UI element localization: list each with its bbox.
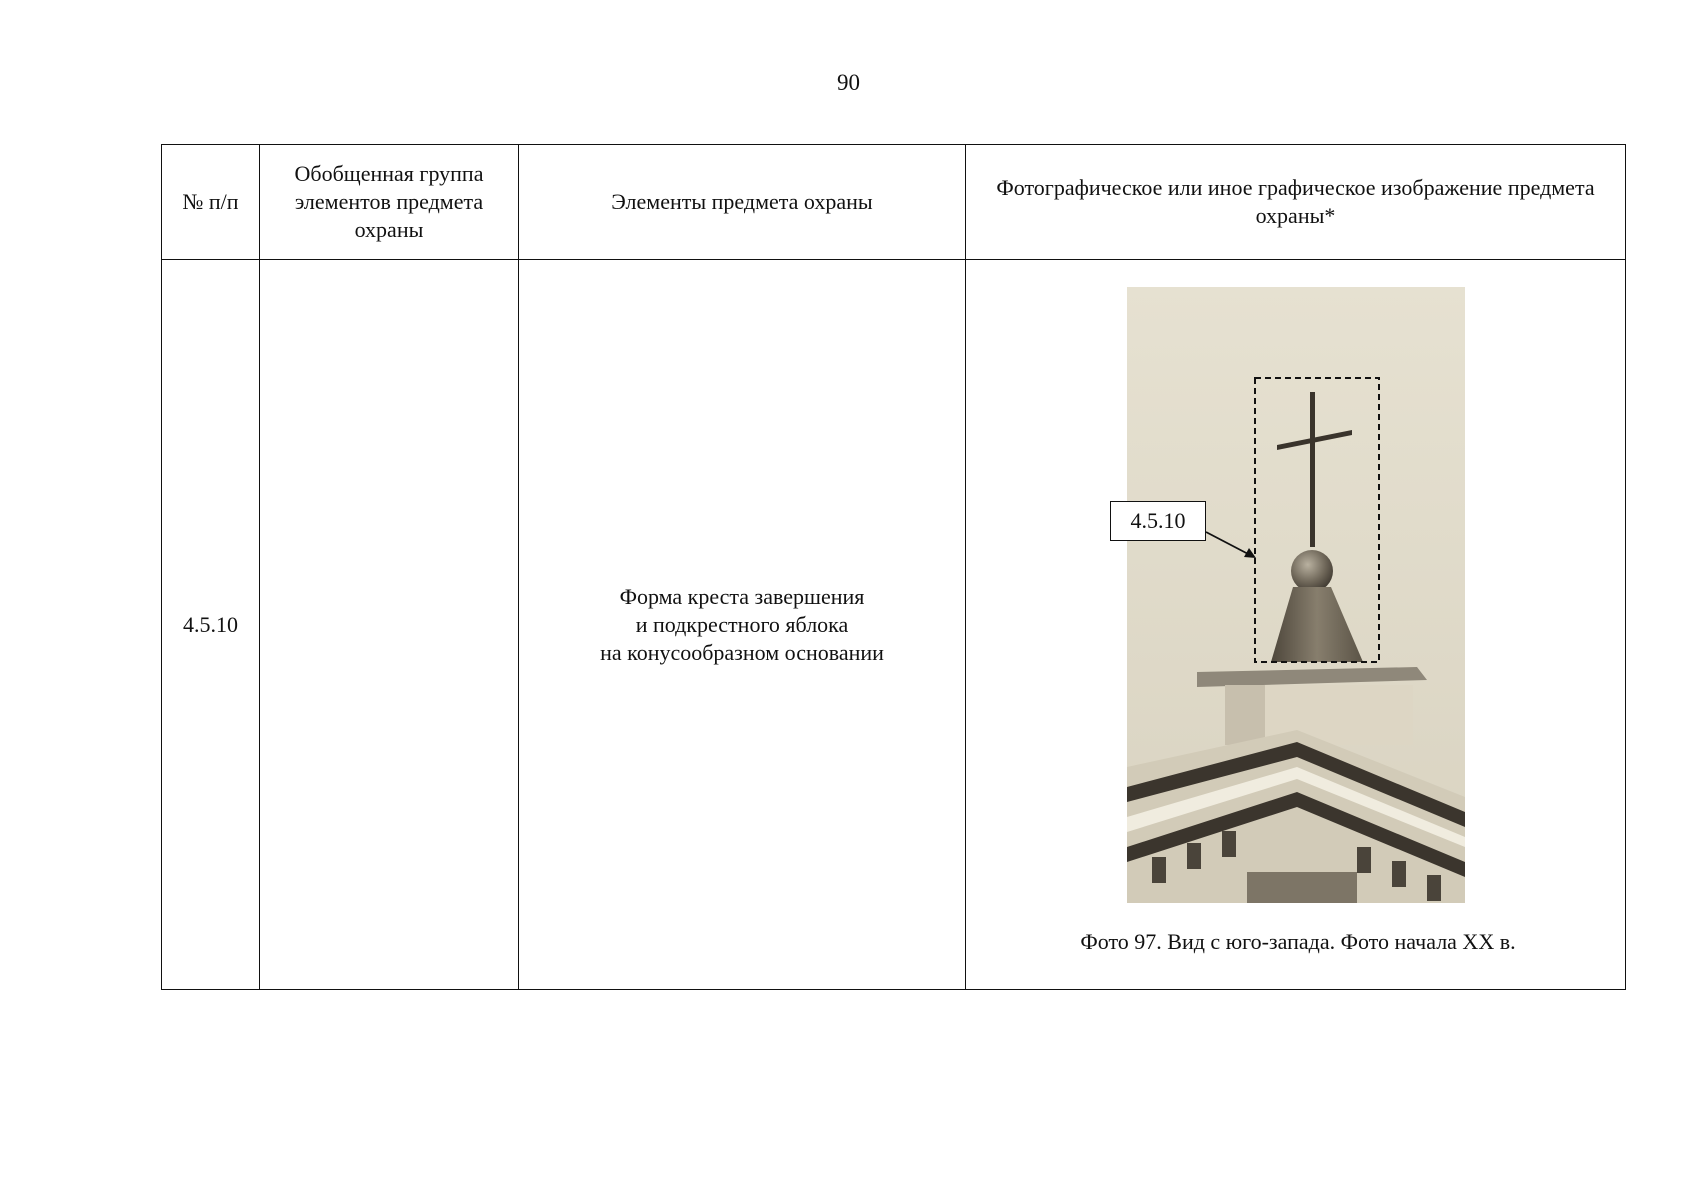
- row-number: 4.5.10: [162, 260, 260, 990]
- elements-line-3: на конусообразном основании: [600, 639, 884, 665]
- elements-line-1: Форма креста завершения: [619, 583, 865, 609]
- header-number: № п/п: [162, 145, 260, 260]
- table-header-row: [162, 145, 1626, 260]
- protection-table: [161, 144, 1626, 990]
- header-group: Обобщенная группа элементов предмета охраны: [260, 145, 519, 260]
- page-number: 90: [837, 70, 860, 95]
- historic-photo: [1127, 287, 1465, 903]
- row-group: [260, 260, 519, 990]
- row-elements: [519, 260, 966, 990]
- header-image: Фотографическое или иное графическое изображение предмета охраны*: [966, 145, 1626, 260]
- tympanum-relief: [1247, 872, 1357, 903]
- row-image-cell: [966, 260, 1626, 990]
- elements-line-2: и подкрестного яблока: [635, 611, 849, 637]
- photo-illustration: [1127, 287, 1465, 903]
- photo-caption: Фото 97. Вид с юго-запада. Фото начала XX в.: [1080, 929, 1516, 954]
- orb-icon: [1291, 550, 1333, 592]
- table-row: [162, 260, 1626, 990]
- header-elements: Элементы предмета охраны: [519, 145, 966, 260]
- callout-label: 4.5.10: [1110, 501, 1206, 541]
